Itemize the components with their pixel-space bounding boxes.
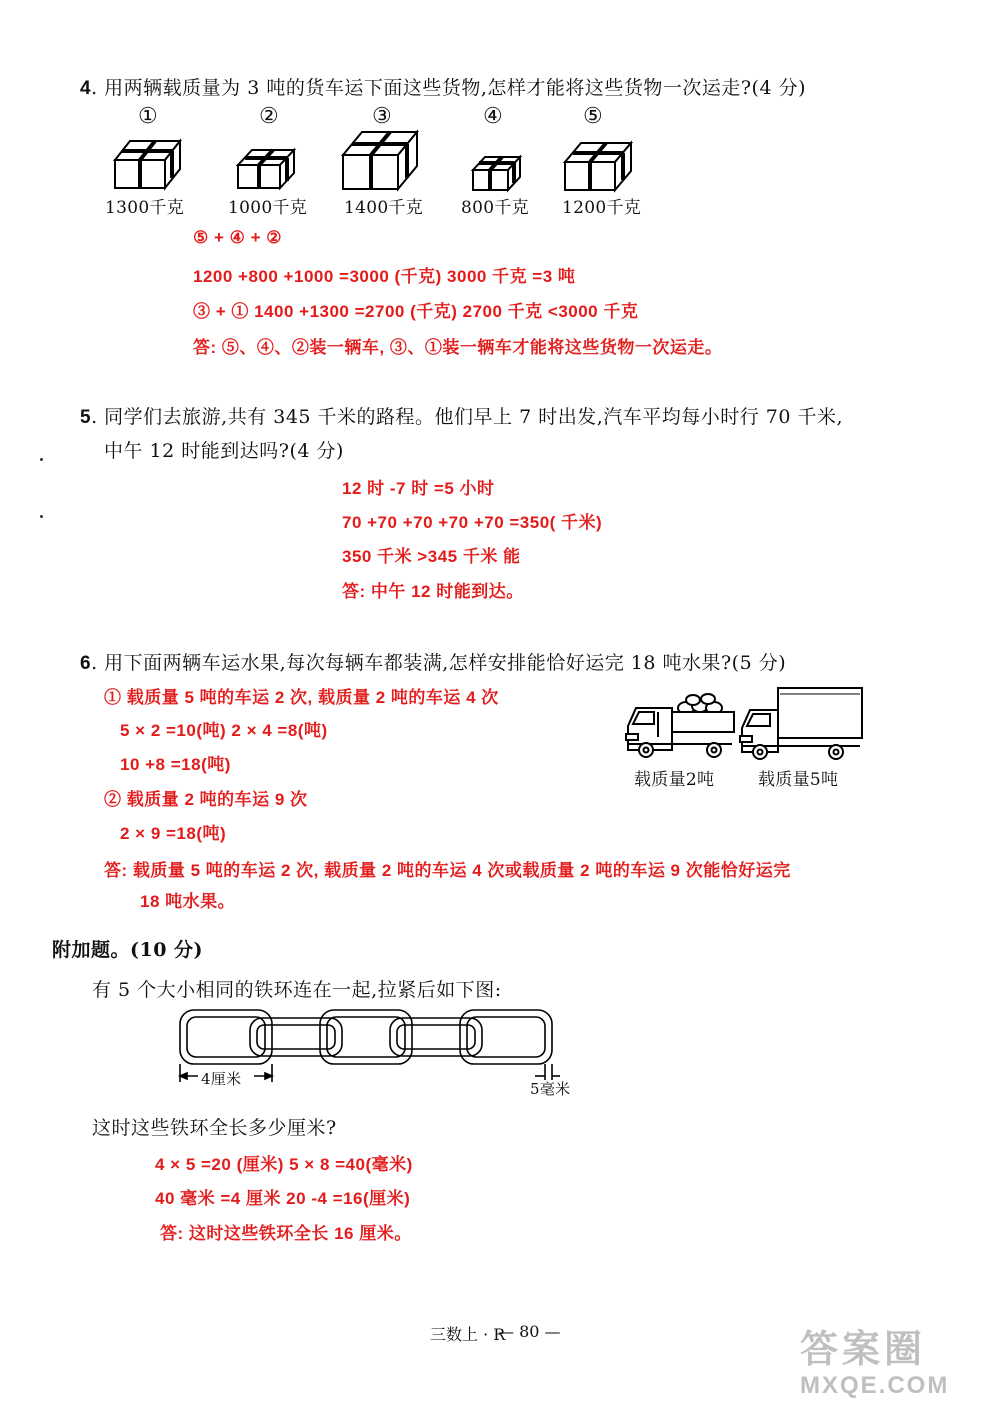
cargo-box-1 — [115, 141, 180, 188]
q5-answer-line-3: 350 千米 >345 千米 能 — [342, 547, 521, 566]
q6-answer-line-4: ② 载质量 2 吨的车运 9 次 — [104, 790, 308, 809]
q6-text: . 用下面两辆车运水果,每次每辆车都装满,怎样安排能恰好运完 18 吨水果?(5 分) — [91, 652, 787, 674]
bonus-question: 这时这些铁环全长多少厘米? — [92, 1117, 337, 1139]
q5-answer-line-1: 12 时 -7 时 =5 小时 — [342, 479, 495, 498]
cargo-boxes-illustration — [0, 0, 1000, 200]
box2-number: ② — [259, 104, 279, 129]
cargo-box-3 — [343, 132, 417, 189]
q4-answer-line-4: 答: ⑤、④、②装一辆车, ③、①装一辆车才能将这些货物一次运走。 — [193, 338, 723, 357]
watermark-logo: 答案圈 — [800, 1329, 927, 1371]
truck-2-ton-label: 载质量2吨 — [634, 770, 715, 790]
q6-number: 6 — [80, 653, 92, 674]
cargo-box-2 — [238, 150, 294, 188]
q4-number: 4 — [80, 78, 92, 99]
box1-label: 1300千克 — [105, 198, 185, 218]
bonus-text: 有 5 个大小相同的铁环连在一起,拉紧后如下图: — [92, 979, 502, 1001]
q6-answer-line-1: ① 载质量 5 吨的车运 2 次, 载质量 2 吨的车运 4 次 — [104, 688, 499, 707]
q4-answer-line-1: ⑤ + ④ + ② — [193, 228, 282, 247]
q5-answer-line-2: 70 +70 +70 +70 +70 =350( 千米) — [342, 513, 603, 532]
truck-5-ton — [740, 688, 862, 759]
q6-answer-line-5: 2 × 9 =18(吨) — [120, 824, 227, 843]
q5-prompt-line-1 — [80, 402, 843, 429]
q5-text-1: . 同学们去旅游,共有 345 千米的路程。他们早上 7 时出发,汽车平均每小时行 70 千米, — [91, 406, 844, 428]
box4-label: 800千克 — [461, 198, 529, 218]
box1-number: ① — [138, 104, 158, 129]
box5-number: ⑤ — [583, 104, 603, 129]
margin-dot — [40, 515, 43, 518]
margin-dot — [40, 458, 43, 461]
footer-subject: 三数上 · R — [430, 1325, 506, 1344]
dimension-5mm-label: 5毫米 — [530, 1080, 571, 1098]
iron-ring-2 — [250, 1018, 342, 1056]
box3-label: 1400千克 — [344, 198, 424, 218]
q6-prompt — [80, 648, 786, 675]
bonus-answer-line-1: 4 × 5 =20 (厘米) 5 × 8 =40(毫米) — [155, 1155, 413, 1174]
trucks-illustration — [620, 682, 870, 764]
truck-2-ton — [626, 694, 734, 757]
q6-answer-line-3: 10 +8 =18(吨) — [120, 755, 231, 774]
cargo-box-5 — [565, 143, 631, 190]
box5-label: 1200千克 — [562, 198, 642, 218]
iron-ring-4 — [390, 1018, 482, 1056]
q4-answer-line-2: 1200 +800 +1000 =3000 (千克) 3000 千克 =3 吨 — [193, 267, 576, 286]
q6-answer-line-6: 答: 载质量 5 吨的车运 2 次, 载质量 2 吨的车运 4 次或载质量 2 吨的车运 9 次能恰好运完 — [104, 861, 791, 880]
bonus-answer-line-3: 答: 这时这些铁环全长 16 厘米。 — [160, 1224, 412, 1243]
bonus-answer-line-2: 40 毫米 =4 厘米 20 -4 =16(厘米) — [155, 1189, 411, 1208]
cargo-box-4 — [473, 157, 520, 190]
q6-answer-line-2: 5 × 2 =10(吨) 2 × 4 =8(吨) — [120, 721, 328, 740]
bonus-title: 附加题。(10 分) — [52, 939, 204, 961]
box4-number: ④ — [483, 104, 503, 129]
q4-answer-line-3: ③ + ① 1400 +1300 =2700 (千克) 2700 千克 <3000 千克 — [193, 302, 639, 321]
q6-answer-line-7: 18 吨水果。 — [140, 892, 236, 911]
q5-number: 5 — [80, 407, 92, 428]
box3-number: ③ — [372, 104, 392, 129]
footer-page-number: — 80 — — [498, 1322, 561, 1341]
q5-answer-line-4: 答: 中午 12 时能到达。 — [342, 582, 524, 601]
q5-prompt-line-2: 中午 12 时能到达吗?(4 分) — [104, 440, 344, 462]
watermark-url: MXQE.COM — [800, 1372, 950, 1399]
q4-text: . 用两辆载质量为 3 吨的货车运下面这些货物,怎样才能将这些货物一次运走?(4 分) — [91, 77, 807, 99]
box2-label: 1000千克 — [228, 198, 308, 218]
dimension-4cm-label: 4厘米 — [201, 1070, 242, 1088]
truck-5-ton-label: 载质量5吨 — [758, 770, 839, 790]
